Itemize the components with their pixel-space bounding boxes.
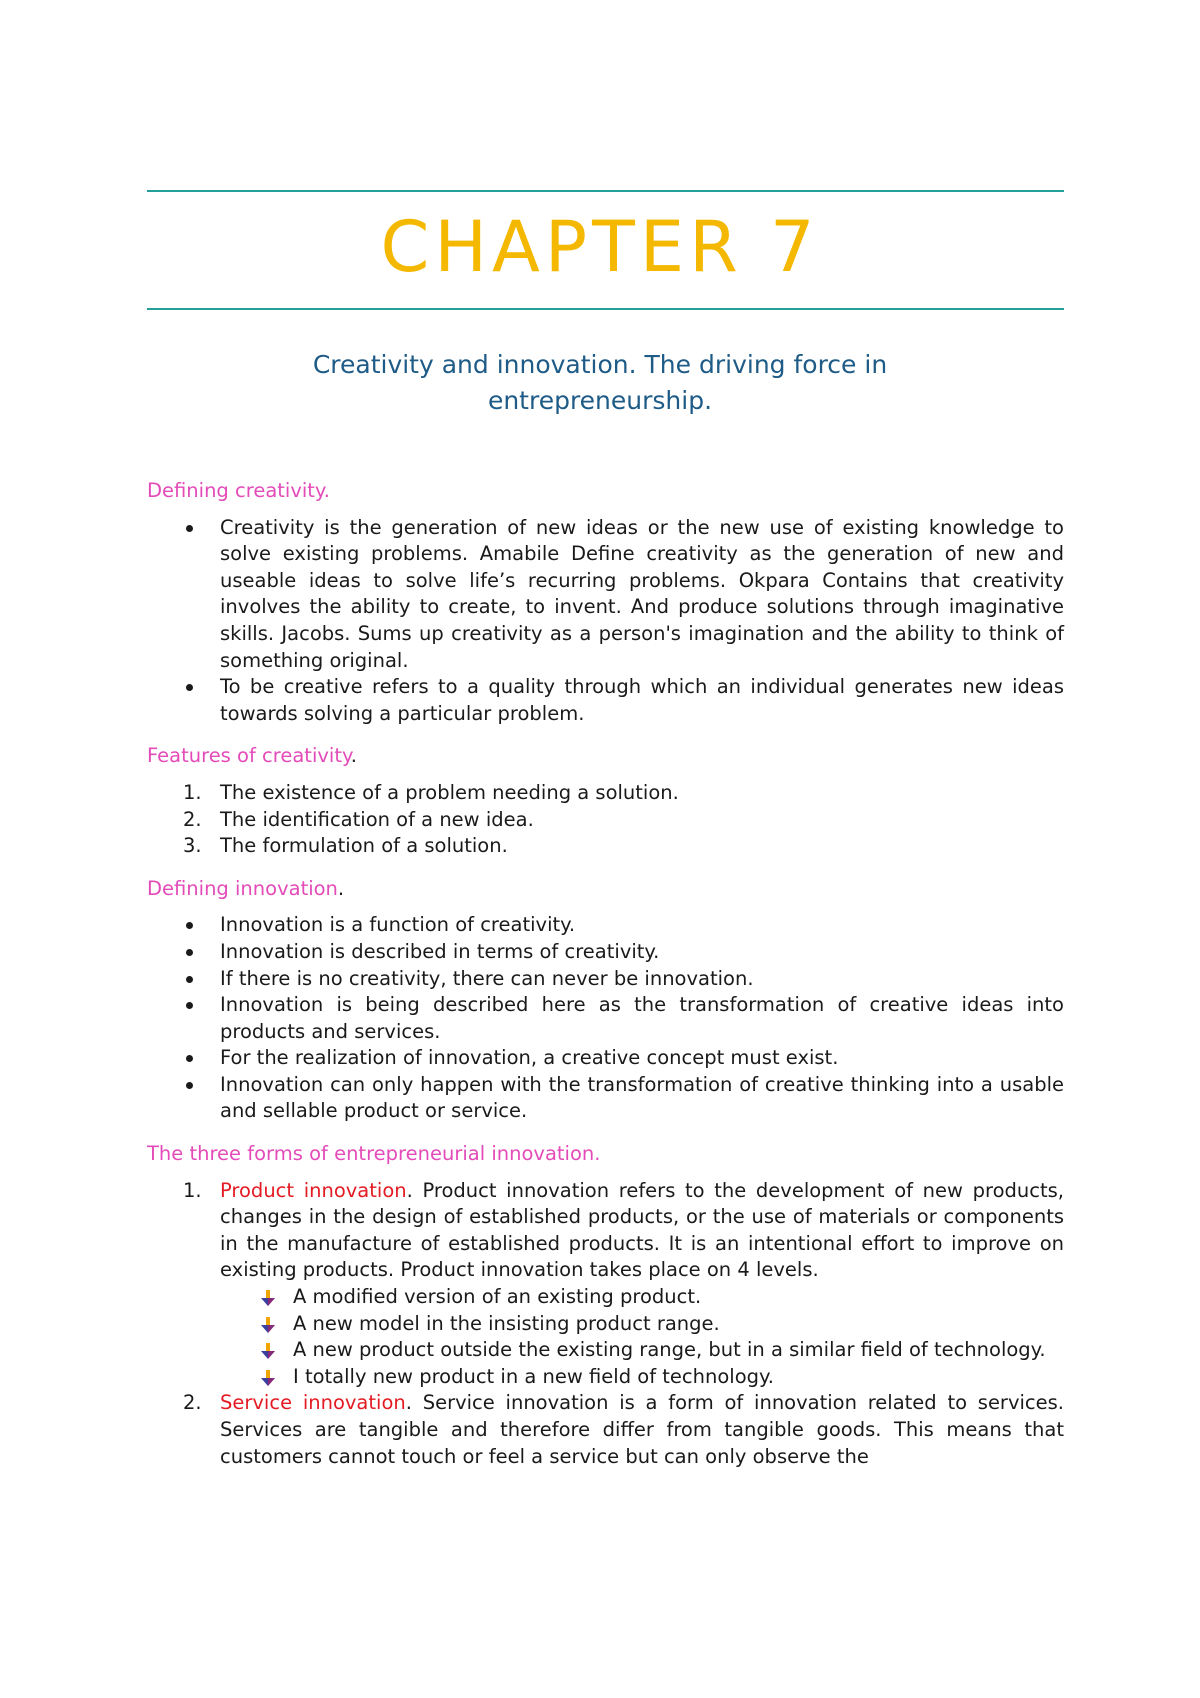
list-item: Innovation can only happen with the transformation of creative thinking into a usable and sellable product or service. bbox=[147, 1072, 1064, 1125]
top-divider bbox=[147, 190, 1064, 192]
chapter-subtitle bbox=[0, 347, 1200, 419]
item-number: 2. bbox=[183, 1391, 202, 1415]
arrow-down-icon bbox=[259, 1342, 277, 1360]
item-text: I totally new product in a new field of technology. bbox=[293, 1364, 774, 1388]
item-text: The identification of a new idea. bbox=[220, 807, 534, 831]
subtitle-line-2 bbox=[0, 383, 1200, 419]
heading-period: . bbox=[350, 744, 357, 768]
arrow-down-icon bbox=[259, 1316, 277, 1334]
arrow-down-icon bbox=[259, 1289, 277, 1307]
innovation-bullet-list bbox=[147, 912, 1064, 1125]
list-item-service-innovation bbox=[147, 1390, 1064, 1470]
list-item: To be creative refers to a quality through which an individual generates new ideas towards solving a particular problem. bbox=[147, 674, 1064, 727]
list-item bbox=[220, 1337, 1064, 1364]
innovation-forms-list bbox=[147, 1178, 1064, 1471]
chapter-title: CHAPTER 7 bbox=[380, 206, 820, 288]
heading-three-forms: The three forms of entrepreneurial innovation. bbox=[147, 1142, 601, 1166]
heading-defining-creativity: Defining creativity. bbox=[147, 479, 330, 502]
term-product-innovation: Product innovation bbox=[220, 1178, 407, 1202]
item-text: A modified version of an existing product. bbox=[293, 1285, 702, 1309]
item-text: A new product outside the existing range, but in a similar field of technology. bbox=[293, 1338, 1046, 1362]
heading-defining-innovation bbox=[147, 876, 1064, 903]
list-item bbox=[220, 1311, 1064, 1338]
subtitle-line-2-text: entrepreneurship bbox=[487, 386, 705, 415]
subtitle-line-1: Creativity and innovation. The driving force in bbox=[312, 350, 888, 379]
arrow-down-icon bbox=[259, 1369, 277, 1387]
item-text: . Service innovation is a form of innovation related to services. Services are tangible and therefore differ from tangible goods. This means that customers cannot touch or feel a service but can only observe the bbox=[220, 1391, 1064, 1468]
list-item: Innovation is described in terms of creativity. bbox=[147, 939, 1064, 966]
term-service-innovation: Service innovation bbox=[220, 1391, 406, 1415]
list-item: For the realization of innovation, a creative concept must exist. bbox=[147, 1045, 1064, 1072]
creativity-bullet-list bbox=[147, 515, 1064, 728]
subtitle-period: . bbox=[704, 386, 713, 415]
item-text: A new model in the insisting product range. bbox=[293, 1311, 720, 1335]
item-text: . Product innovation refers to the development of new products, changes in the design of established products, or the use of materials or components in the manufacture of established products. It is an intentional effort to improve on existing products. Product innovation takes place on 4 levels. bbox=[220, 1178, 1064, 1282]
document-body bbox=[147, 478, 1064, 1470]
list-item: Innovation is a function of creativity. bbox=[147, 912, 1064, 939]
product-levels-list bbox=[220, 1284, 1064, 1390]
heading-text: Features of creativity bbox=[147, 744, 351, 768]
heading-period: . bbox=[337, 876, 345, 900]
list-item: If there is no creativity, there can never be innovation. bbox=[147, 966, 1064, 993]
list-item bbox=[220, 1364, 1064, 1391]
heading-features-of-creativity bbox=[147, 743, 1064, 770]
list-item: Creativity is the generation of new ideas or the new use of existing knowledge to solve existing problems. Amabile Define creativity as the generation of new and useable ideas to solve life’s recurring problems. Okpara Contains that creativity involves the ability to create, to invent. And produce solutions through imaginative skills. Jacobs. Sums up creativity as a person's imagination and the ability to think of something original. bbox=[147, 515, 1064, 675]
bottom-divider bbox=[147, 308, 1064, 310]
item-text: The existence of a problem needing a solution. bbox=[220, 780, 679, 804]
item-number: 1. bbox=[183, 1178, 202, 1202]
list-item bbox=[220, 1284, 1064, 1311]
heading-text: Defining innovation bbox=[147, 876, 338, 900]
item-text: The formulation of a solution. bbox=[220, 834, 508, 858]
list-item: Innovation is being described here as the transformation of creative ideas into products and services. bbox=[147, 992, 1064, 1045]
list-item-product-innovation bbox=[147, 1178, 1064, 1391]
list-item: 1. The existence of a problem needing a solution. bbox=[183, 780, 679, 804]
features-numbered-list bbox=[147, 780, 1064, 860]
list-item: 2. The identification of a new idea. bbox=[183, 807, 534, 831]
list-item: 3. The formulation of a solution. bbox=[183, 834, 508, 858]
